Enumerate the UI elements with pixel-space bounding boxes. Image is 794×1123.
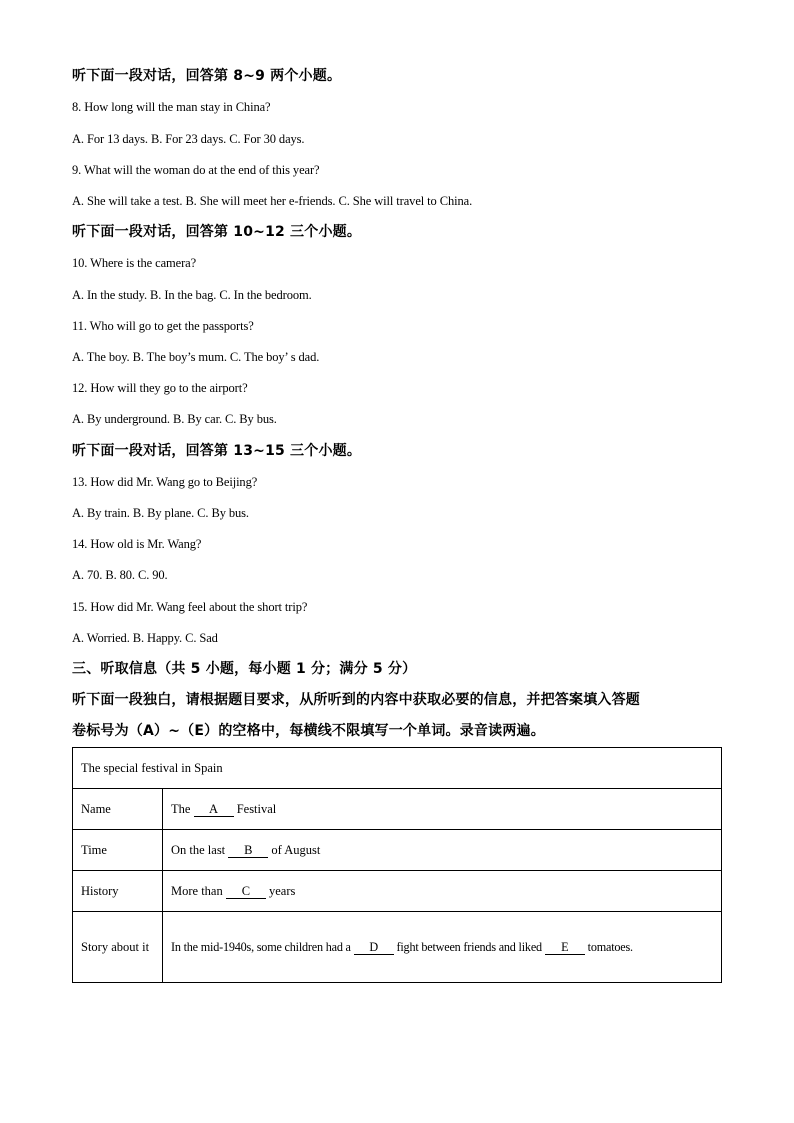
row-content: On the last B of August (163, 830, 722, 871)
question-8: 8. How long will the man stay in China? (72, 100, 271, 114)
options-10: A. In the study. B. In the bag. C. In the bedroom. (72, 288, 312, 302)
options-13: A. By train. B. By plane. C. By bus. (72, 506, 249, 520)
info-table (72, 747, 722, 983)
options-11: A. The boy. B. The boy’s mum. C. The boy’ s dad. (72, 350, 320, 364)
table-row (73, 830, 722, 871)
answer-blank[interactable]: C (226, 885, 266, 899)
section-heading: 听下面一段对话，回答第 10~12 三个小题。 (72, 224, 362, 240)
instructions-line-1: 听下面一段独白，请根据题目要求，从所听到的内容中获取必要的信息，并把答案填入答题 (72, 692, 640, 708)
instructions-line-2: 卷标号为（A）~（E）的空格中，每横线不限填写一个单词。录音读两遍。 (72, 723, 545, 739)
answer-blank[interactable]: D (354, 941, 394, 955)
table-title: The special festival in Spain (73, 748, 722, 789)
question-14: 14. How old is Mr. Wang? (72, 537, 202, 551)
options-8: A. For 13 days. B. For 23 days. C. For 30 days. (72, 132, 305, 146)
question-13: 13. How did Mr. Wang go to Beijing? (72, 475, 258, 489)
table-row (73, 871, 722, 912)
row-label: Name (73, 789, 163, 830)
answer-blank[interactable]: E (545, 941, 585, 955)
part-three-title: 三、听取信息（共 5 小题，每小题 1 分；满分 5 分） (72, 661, 417, 677)
row-content: In the mid-1940s, some children had a D fight between friends and liked E tomatoes. (163, 912, 722, 983)
section-heading: 听下面一段对话，回答第 13~15 三个小题。 (72, 443, 362, 459)
row-content: The A Festival (163, 789, 722, 830)
table-title-row (73, 748, 722, 789)
question-15: 15. How did Mr. Wang feel about the short trip? (72, 600, 308, 614)
question-11: 11. Who will go to get the passports? (72, 319, 254, 333)
question-9: 9. What will the woman do at the end of this year? (72, 163, 320, 177)
options-15: A. Worried. B. Happy. C. Sad (72, 631, 218, 645)
row-content: More than C years (163, 871, 722, 912)
row-label: History (73, 871, 163, 912)
table-row (73, 912, 722, 983)
answer-blank[interactable]: B (228, 844, 268, 858)
answer-blank[interactable]: A (194, 803, 234, 817)
options-9: A. She will take a test. B. She will meet her e-friends. C. She will travel to China. (72, 194, 473, 208)
row-label: Time (73, 830, 163, 871)
table-row (73, 789, 722, 830)
options-14: A. 70. B. 80. C. 90. (72, 568, 168, 582)
row-label: Story about it (73, 912, 163, 983)
question-10: 10. Where is the camera? (72, 256, 197, 270)
question-12: 12. How will they go to the airport? (72, 381, 248, 395)
options-12: A. By underground. B. By car. C. By bus. (72, 412, 277, 426)
section-heading: 听下面一段对话，回答第 8~9 两个小题。 (72, 68, 342, 84)
